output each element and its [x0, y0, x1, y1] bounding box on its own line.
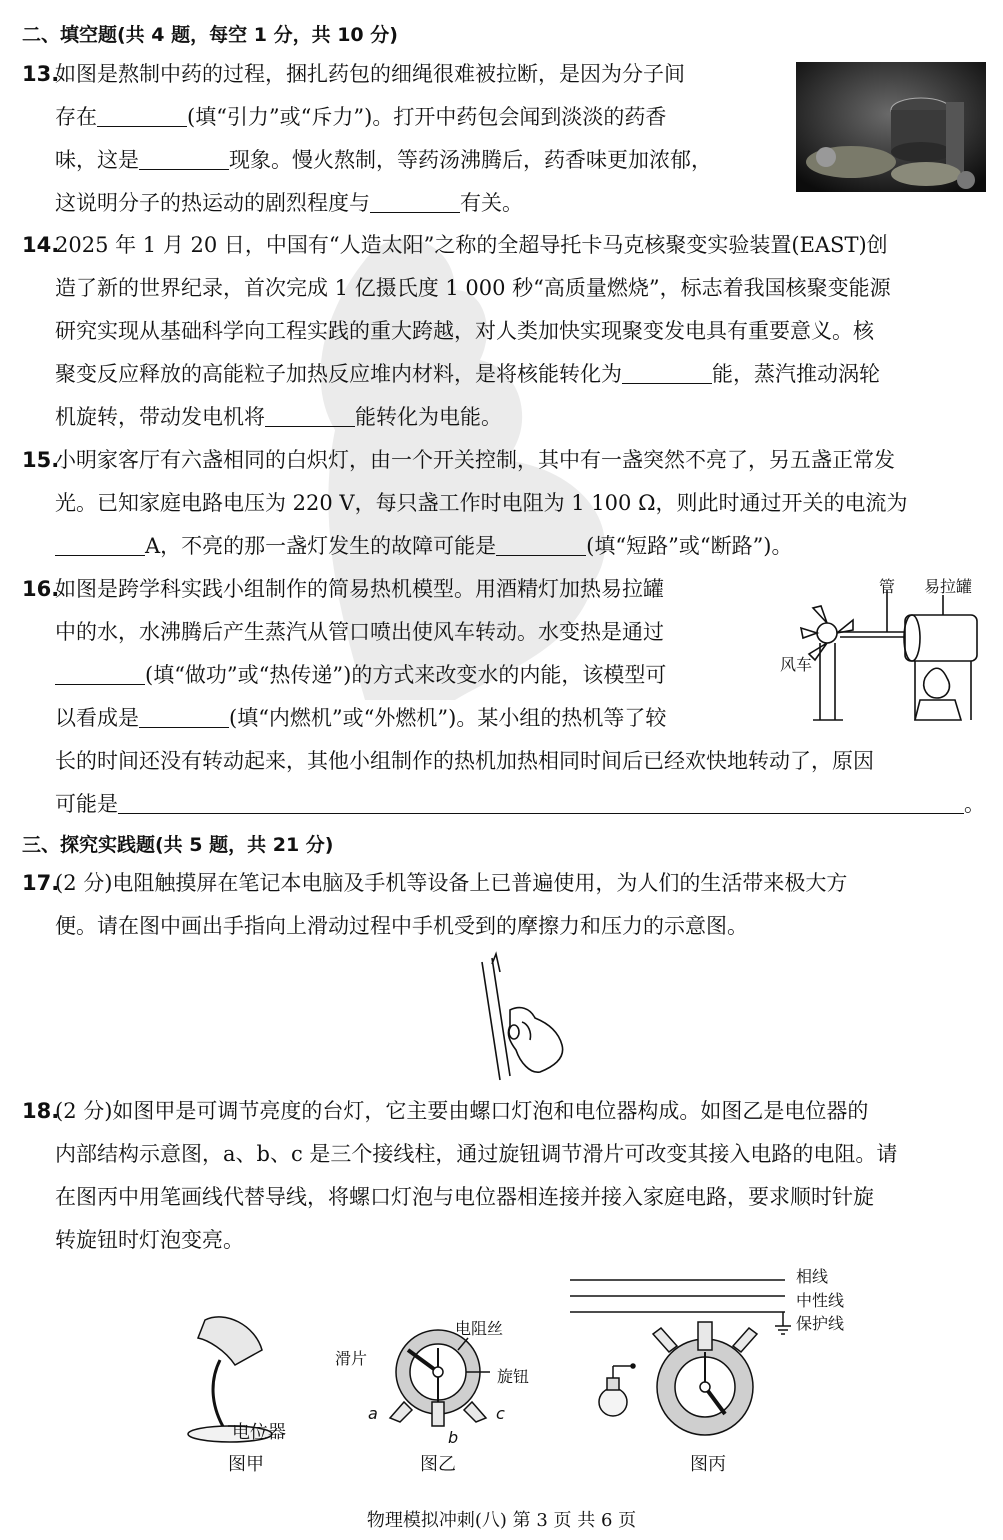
label-windmill: 风车: [780, 655, 813, 674]
label-neutral-wire: 中性线: [796, 1291, 845, 1310]
q14-line2: 造了新的世界纪录，首次完成 1 亿摄氏度 1 000 秒“高质量燃烧”，标志着我国核聚变能源: [55, 276, 891, 300]
q16-line3: (填“做功”或“热传递”)的方式来改变水的内能，该模型可: [55, 660, 666, 690]
label-tube: 管: [879, 577, 896, 596]
q16-line6: 可能是 。: [55, 792, 985, 816]
page-footer: 物理模拟冲刺(八) 第 3 页 共 6 页: [366, 1510, 637, 1531]
q15-line1: 小明家客厅有六盏相同的白炽灯，由一个开关控制，其中有一盏突然不亮了，另五盏正常发: [55, 448, 895, 472]
caption-fig3: 图丙: [690, 1454, 726, 1475]
label-slider: 滑片: [335, 1349, 368, 1368]
q16-line2: 中的水，水沸腾后产生蒸汽从管口喷出使风车转动。水变热是通过: [55, 620, 664, 644]
q17-line2: 便。请在图中画出手指向上滑动过程中手机受到的摩擦力和压力的示意图。: [55, 914, 748, 938]
q16-blank1[interactable]: [55, 664, 145, 685]
q13-blank2[interactable]: [139, 149, 229, 170]
q13-blank1[interactable]: [97, 106, 187, 127]
label-potentiometer: 电位器: [232, 1422, 286, 1443]
label-resistor-wire: 电阻丝: [455, 1319, 504, 1338]
phone-touch-diagram: [470, 950, 570, 1085]
q16-number: 16.: [22, 577, 60, 601]
household-circuit-diagram: [565, 1262, 795, 1452]
terminal-b: b: [448, 1428, 459, 1447]
caption-fig1: 图甲: [228, 1454, 264, 1475]
q13-line3: 味，这是 现象。慢火熬制，等药汤沸腾后，药香味更加浓郁，: [55, 148, 712, 172]
q14-line5: 机旋转，带动发电机将 能转化为电能。: [55, 405, 502, 429]
q14-blank1[interactable]: [622, 363, 712, 384]
caption-fig2: 图乙: [420, 1454, 456, 1475]
q14-number: 14.: [22, 233, 60, 257]
label-knob: 旋钮: [497, 1367, 530, 1386]
terminal-a: a: [368, 1404, 378, 1423]
terminal-c: c: [496, 1404, 505, 1423]
label-live-wire: 相线: [796, 1267, 829, 1286]
q13-number: 13.: [22, 62, 60, 86]
q18-line2: 内部结构示意图，a、b、c 是三个接线柱，通过旋钮调节滑片可改变其接入电路的电阻。请: [55, 1142, 898, 1166]
q18-line4: 转旋钮时灯泡变亮。: [55, 1228, 244, 1252]
herbal-medicine-photo: [796, 62, 986, 192]
q15-line2: 光。已知家庭电路电压为 220 V，每只盏工作时电阻为 1 100 Ω，则此时通过开关的电流为: [55, 491, 908, 515]
q13-line4: 这说明分子的热运动的剧烈程度与 有关。: [55, 191, 523, 215]
q15-blank2[interactable]: [496, 535, 586, 556]
q16-line4: 以看成是 (填“内燃机”或“外燃机”)。某小组的热机等了较: [55, 706, 667, 730]
q14-blank2[interactable]: [265, 406, 355, 427]
q18-line3: 在图丙中用笔画线代替导线，将螺口灯泡与电位器相连接并接入家庭电路，要求顺时针旋: [55, 1185, 874, 1209]
q13-line1: 如图是熬制中药的过程，捆扎药包的细绳很难被拉断，是因为分子间: [55, 62, 685, 86]
q15-number: 15.: [22, 448, 60, 472]
section-2-heading: 二、填空题(共 4 题，每空 1 分，共 10 分): [22, 24, 398, 46]
label-can: 易拉罐: [924, 577, 973, 596]
label-ground-wire: 保护线: [796, 1314, 845, 1333]
q14-line3: 研究实现从基础科学向工程实践的重大跨越，对人类加快实现聚变发电具有重要意义。核: [55, 319, 874, 343]
q15-line3: A，不亮的那一盏灯发生的故障可能是 (填“短路”或“断路”)。: [55, 531, 793, 561]
q16-line5: 长的时间还没有转动起来，其他小组制作的热机加热相同时间后已经欢快地转动了，原因: [55, 749, 874, 773]
section-3-heading: 三、探究实践题(共 5 题，共 21 分): [22, 834, 334, 856]
q13-blank3[interactable]: [370, 192, 460, 213]
q14-line4: 聚变反应释放的高能粒子加热反应堆内材料，是将核能转化为 能，蒸汽推动涡轮: [55, 362, 880, 386]
q16-line1: 如图是跨学科实践小组制作的简易热机模型。用酒精灯加热易拉罐: [55, 577, 664, 601]
q17-number: 17.: [22, 871, 60, 895]
q18-number: 18.: [22, 1099, 60, 1123]
q14-line1: 2025 年 1 月 20 日，中国有“人造太阳”之称的全超导托卡马克核聚变实验装置(EAST)创: [55, 233, 888, 257]
q18-line1: (2 分)如图甲是可调节亮度的台灯，它主要由螺口灯泡和电位器构成。如图乙是电位器的: [55, 1099, 869, 1123]
q16-blank3[interactable]: [118, 793, 964, 814]
q13-line2: 存在 (填“引力”或“斥力”)。打开中药包会闻到淡淡的药香: [55, 105, 667, 129]
q16-blank2[interactable]: [139, 707, 229, 728]
q17-line1: (2 分)电阻触摸屏在笔记本电脑及手机等设备上已普遍使用，为人们的生活带来极大方: [55, 871, 848, 895]
q15-blank1[interactable]: [55, 535, 145, 556]
